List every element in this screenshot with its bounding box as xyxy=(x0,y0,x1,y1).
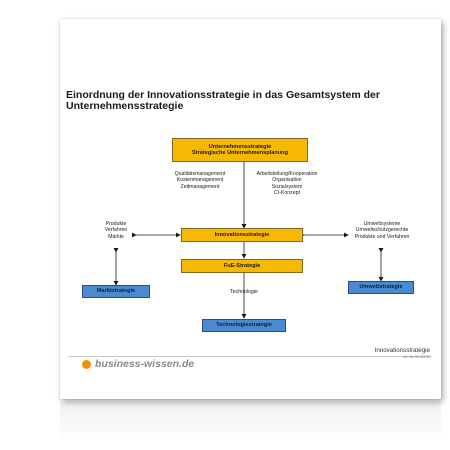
text-management-2: Kostenmanagement xyxy=(176,177,224,184)
logo-dot-icon xyxy=(82,360,91,369)
text-produkte-1: Produkte xyxy=(105,221,127,227)
document-article-number: Art.-Nr. 95 063 30 xyxy=(403,355,430,359)
box-unternehmensstrategie-line2: Strategische Unternehmensplanung xyxy=(191,150,289,156)
text-management xyxy=(160,171,240,190)
box-unternehmensstrategie-line1: Unternehmensstrategie xyxy=(208,143,272,150)
text-produkte-2: Verfahren xyxy=(104,227,128,234)
text-management-3: Zeitmanagement xyxy=(180,183,220,190)
box-marktstrategie-label: Marktstrategie xyxy=(96,288,136,295)
text-umwelt-1: Umweltsysteme xyxy=(363,221,401,227)
logo-wordmark: business-wissen.de xyxy=(95,358,195,370)
box-innovationsstrategie-label: Innovationsstrategie xyxy=(214,231,270,238)
text-umwelt-2: Umweltschutzgerechte xyxy=(355,227,409,234)
brand-logo xyxy=(82,358,194,370)
text-technologie-label: Technologie xyxy=(230,289,258,295)
text-kooperation xyxy=(248,171,326,196)
box-umweltstrategie-label: Umweltstrategie xyxy=(359,284,403,291)
box-technologiestrategie-label: Technologiestrategie xyxy=(216,322,272,329)
box-marktstrategie xyxy=(82,285,150,298)
box-fue-strategie-label: FuE-Strategie xyxy=(223,262,261,269)
text-umwelt xyxy=(346,221,418,240)
document-title: Innovationsstrategie xyxy=(374,347,430,354)
text-kooperation-3: Sozialsystem xyxy=(271,183,303,190)
text-kooperation-4: CI-Konzept xyxy=(274,189,300,196)
diagram-title: Einordnung der Innovationsstrategie in das Gesamtsystem der Unternehmensstrategie xyxy=(66,89,380,112)
box-innovationsstrategie xyxy=(181,228,303,242)
text-kooperation-1: Arbeitsteilung/Kooperation xyxy=(256,171,318,177)
text-umwelt-3: Produkte und Verfahren xyxy=(354,233,410,240)
text-kooperation-2: Organisation xyxy=(272,177,302,184)
box-technologiestrategie xyxy=(202,319,286,332)
text-produkte-3: Märkte xyxy=(108,233,124,240)
box-unternehmensstrategie xyxy=(172,138,308,162)
text-management-1: Qualitätsmanagement xyxy=(174,171,226,177)
box-umweltstrategie xyxy=(348,281,414,294)
box-fue-strategie xyxy=(181,259,303,273)
text-technologie xyxy=(214,289,274,295)
text-produkte xyxy=(96,221,136,240)
